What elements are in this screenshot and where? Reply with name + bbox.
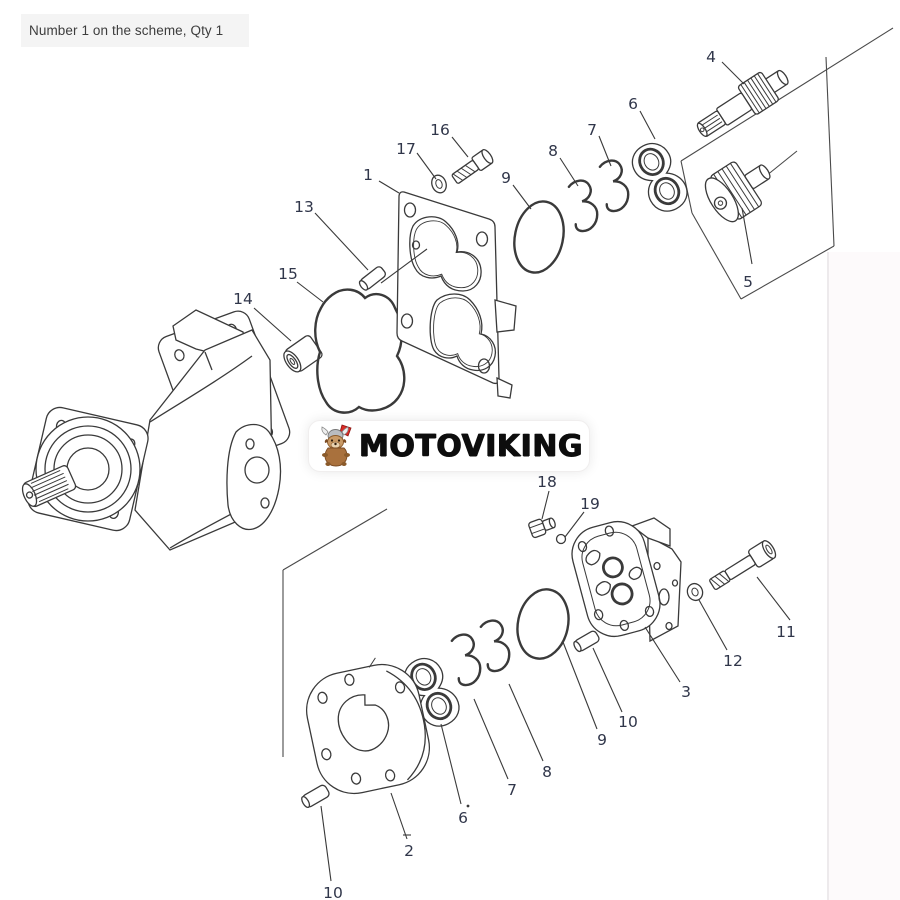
part-7-clip-bottom (450, 632, 484, 686)
part-8-clip-bottom (479, 618, 513, 672)
part-11-bolt (707, 539, 778, 594)
callout-15: 15 (278, 265, 298, 283)
part-5-gear (699, 148, 782, 227)
callout-3: 3 (681, 683, 691, 701)
watermark-text: MOTOVIKING (359, 428, 584, 464)
part-10-pin-right (572, 630, 600, 653)
callout-7-top: 7 (587, 121, 597, 139)
watermark-logo (308, 420, 590, 472)
callout-14: 14 (233, 290, 253, 308)
part-7-clip-top (598, 158, 632, 212)
part-10-pin-bottom (300, 784, 331, 809)
callout-6-top: 6 (628, 95, 638, 113)
part-3-rear-housing (566, 515, 681, 642)
callout-11: 11 (776, 623, 796, 641)
part-9-seal-top (508, 197, 570, 277)
callout-8-top: 8 (548, 142, 558, 160)
callout-4: 4 (706, 48, 716, 66)
part-13-pin (358, 265, 387, 292)
viking-dog-mascot (317, 424, 355, 468)
part-16-bolt (450, 148, 495, 186)
callout-9-bottom: 9 (597, 731, 607, 749)
callout-19: 19 (580, 495, 600, 513)
callout-1: 1 (363, 166, 373, 184)
part-17-washer (429, 173, 448, 195)
pump-body (19, 308, 293, 550)
callout-13: 13 (294, 198, 314, 216)
part-15-gasket (315, 290, 404, 413)
callout-9-top: 9 (501, 169, 511, 187)
callout-16: 16 (430, 121, 450, 139)
part-6-bearing-plate-top (626, 137, 693, 218)
callout-10-bottom: 10 (323, 884, 343, 900)
callout-10-right: 10 (618, 713, 638, 731)
scheme-note-text: Number 1 on the scheme, Qty 1 (29, 23, 224, 38)
part-12-washer (685, 581, 705, 602)
callout-2: 2 (404, 842, 414, 860)
callout-5: 5 (743, 273, 753, 291)
callout-17: 17 (396, 140, 416, 158)
part-19-ball (557, 535, 566, 544)
callout-12: 12 (723, 652, 743, 670)
part-1-cover-plate (397, 192, 516, 398)
callout-18: 18 (537, 473, 557, 491)
part-4-gear-shaft (690, 61, 794, 145)
part-8-clip-top (567, 178, 601, 232)
callout-8-bottom: 8 (542, 763, 552, 781)
callout-6-bottom: 6 (458, 809, 468, 827)
callout-7-bottom: 7 (507, 781, 517, 799)
part-9-seal-bottom (511, 585, 574, 664)
